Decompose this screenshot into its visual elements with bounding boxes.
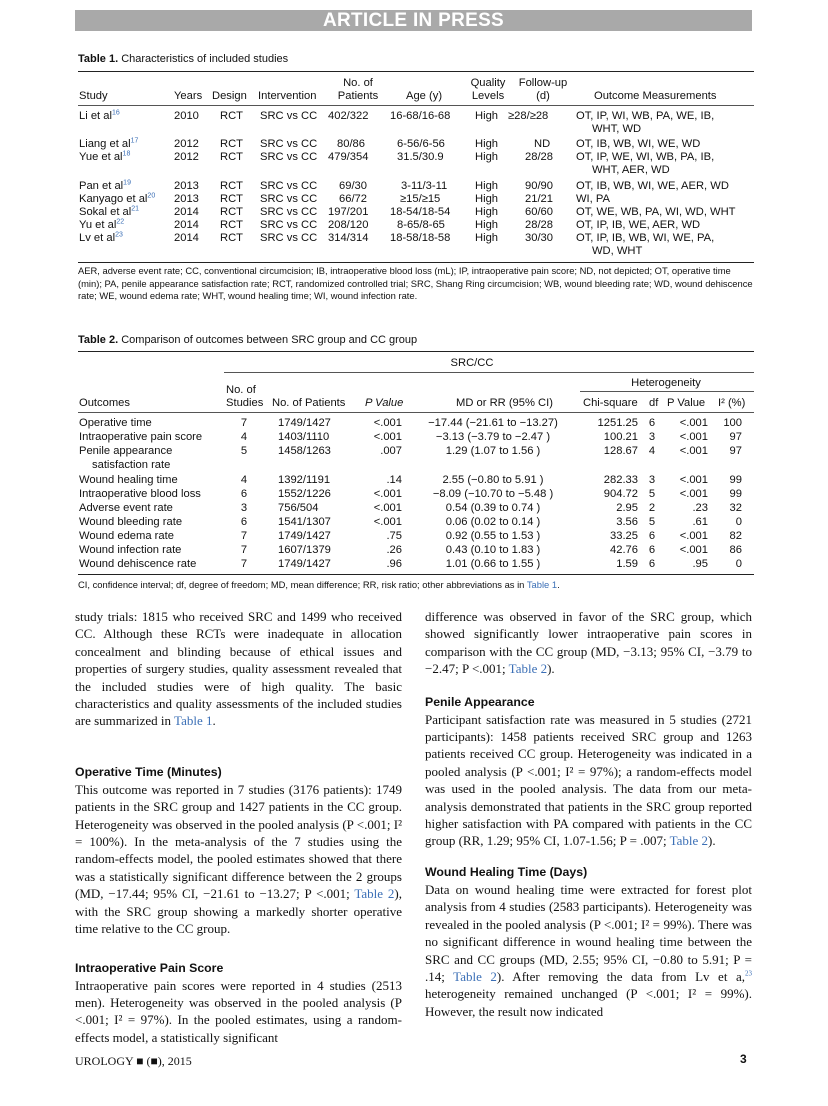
t2-md: 0.06 (0.02 to 0.14 ) xyxy=(445,516,541,528)
t1-head-years: Years xyxy=(174,90,203,102)
t1-patients: 66/72 xyxy=(339,193,367,205)
t2-md: −8.09 (−10.70 to −5.48 ) xyxy=(432,488,554,500)
t2-studies: 3 xyxy=(240,502,248,514)
table2-top-rule xyxy=(78,351,754,352)
heading-operative-time: Operative Time (Minutes) xyxy=(75,764,222,779)
t2-p: .96 xyxy=(386,558,402,570)
t2-head-hetp: P Value xyxy=(667,397,706,409)
t1-outcome: OT, IP, WI, WB, PA, WE, IB, xyxy=(576,110,715,122)
t1-outcome-cont: WD, WHT xyxy=(592,245,643,257)
t1-quality: High xyxy=(475,180,499,192)
t2-hp: <.001 xyxy=(679,417,708,429)
table1-top-rule xyxy=(78,71,754,72)
t1-age: 18-58/18-58 xyxy=(390,232,451,244)
t2-group-header: SRC/CC xyxy=(450,357,494,369)
t2-chi: 904.72 xyxy=(603,488,638,500)
table2-bottom-rule xyxy=(78,574,754,575)
t2-hp: <.001 xyxy=(679,544,708,556)
t1-design: RCT xyxy=(220,232,243,244)
heading-wound-healing: Wound Healing Time (Days) xyxy=(425,864,588,879)
t1-patients: 69/30 xyxy=(339,180,367,192)
t1-intervention: SRC vs CC xyxy=(260,110,318,122)
t2-patients: 1541/1307 xyxy=(278,516,331,528)
right-column xyxy=(425,608,752,1020)
t2-md: 0.54 (0.39 to 0.74 ) xyxy=(445,502,541,514)
t2-head-outcomes: Outcomes xyxy=(79,397,130,409)
table1-link[interactable]: Table 1 xyxy=(174,713,213,729)
t1-followup: 21/21 xyxy=(525,193,553,205)
t2-p: .75 xyxy=(386,530,402,542)
left-paragraph-2: This outcome was reported in 7 studies (3176 patients): 1749 patients in the SRC group and 1427 patients in the CC group. Heterogeneity was observed in the pooled analysis (P <.001; I² = 100%). In the meta-analysis of the 7 studies using the random-effects model, the pooled estimates showed that there was a statistically significant difference between the 2 groups (MD, −17.44; 95% CI, −21.61 to −13.27; P <.001; Table 2), with the SRC group showing a markedly shorter operative time relative to the CC group. xyxy=(75,781,402,937)
t1-intervention: SRC vs CC xyxy=(260,180,318,192)
t2-head-chi: Chi-square xyxy=(583,397,638,409)
t2-p: <.001 xyxy=(373,417,402,429)
t1-followup: 60/60 xyxy=(525,206,553,218)
reference-link[interactable]: 23 xyxy=(745,969,752,978)
t2-patients: 1458/1263 xyxy=(278,445,331,457)
t1-intervention: SRC vs CC xyxy=(260,219,318,231)
t2-p: .007 xyxy=(380,445,402,457)
t1-intervention: SRC vs CC xyxy=(260,138,318,150)
t1-outcome: OT, IB, WB, WI, WE, AER, WD xyxy=(576,180,729,192)
t1-outcome: OT, IP, WE, WI, WB, PA, IB, xyxy=(576,151,715,163)
t2-patients: 1607/1379 xyxy=(278,544,331,556)
t2-outcome: Wound healing time xyxy=(79,474,178,486)
t1-design: RCT xyxy=(220,206,243,218)
t1-design: RCT xyxy=(220,151,243,163)
t2-patients: 1392/1191 xyxy=(278,474,331,486)
t1-followup: 28/28 xyxy=(525,151,553,163)
t1-intervention: SRC vs CC xyxy=(260,151,318,163)
t1-quality: High xyxy=(475,232,499,244)
t2-df: 3 xyxy=(648,474,656,486)
t2-hp: .95 xyxy=(692,558,708,570)
t1-year: 2012 xyxy=(174,138,199,150)
t2-hp: <.001 xyxy=(679,445,708,457)
t1-year: 2014 xyxy=(174,219,199,231)
t2-md: −17.44 (−21.61 to −13.27) xyxy=(428,417,558,429)
table2-header-rule xyxy=(78,412,754,413)
article-in-press-banner: ARTICLE IN PRESS xyxy=(75,10,752,31)
t2-p: <.001 xyxy=(373,502,402,514)
t2-df: 4 xyxy=(648,445,656,457)
t2-df: 6 xyxy=(648,544,656,556)
t1-patients: 208/120 xyxy=(328,219,369,231)
t2-df: 2 xyxy=(648,502,656,514)
t2-studies: 4 xyxy=(240,474,248,486)
t2-p: <.001 xyxy=(373,488,402,500)
t1-age: 16-68/16-68 xyxy=(390,110,451,122)
t2-df: 3 xyxy=(648,431,656,443)
table2-link[interactable]: Table 2 xyxy=(354,886,395,902)
t2-md: 1.01 (0.66 to 1.55 ) xyxy=(445,558,541,570)
t2-outcome: Intraoperative blood loss xyxy=(79,488,201,500)
t2-patients: 756/504 xyxy=(278,502,319,514)
t1-study: Sokal et $al^{21}$ xyxy=(79,205,140,218)
t1-outcome: OT, IP, IB, WB, WI, WE, PA, xyxy=(576,232,715,244)
t2-outcome: Penile appearance xyxy=(79,445,173,457)
t2-i2: 100 xyxy=(723,417,742,429)
t2-chi: 33.25 xyxy=(610,530,638,542)
t1-followup: 90/90 xyxy=(525,180,553,192)
t2-md: 0.92 (0.55 to 1.53 ) xyxy=(445,530,541,542)
t2-i2: 99 xyxy=(729,488,742,500)
t2-df: 6 xyxy=(648,417,656,429)
t1-outcome: OT, IP, IB, WE, AER, WD xyxy=(576,219,701,231)
t1-age: 6-56/6-56 xyxy=(397,138,445,150)
t2-head-md: MD or RR (95% CI) xyxy=(456,397,553,409)
t2-head-pvalue: P Value xyxy=(365,397,404,409)
t1-age: 31.5/30.9 xyxy=(397,151,444,163)
t2-df: 5 xyxy=(648,488,656,500)
t1-outcome-cont: WHT, AER, WD xyxy=(592,164,670,176)
t1-study: Kanyago et $al^{20}$ xyxy=(79,192,156,205)
t2-hp: .61 xyxy=(692,516,708,528)
left-column xyxy=(75,608,402,1046)
t2-i2: 99 xyxy=(729,474,742,486)
t2-outcome: Wound dehiscence rate xyxy=(79,558,197,570)
t1-head-intervention: Intervention xyxy=(258,90,317,102)
t2-studies: 4 xyxy=(240,431,248,443)
t1-quality: High xyxy=(475,206,499,218)
table2-footnote: CI, confidence interval; df, degree of freedom; MD, mean difference; RR, risk ratio; other abbreviations as in Table 1. xyxy=(78,579,560,590)
t2-patients: 1749/1427 xyxy=(278,530,331,542)
t1-design: RCT xyxy=(220,110,243,122)
t1-year: 2013 xyxy=(174,193,199,205)
t1-head-study: Study xyxy=(79,90,108,102)
table1-bottom-rule xyxy=(78,262,754,263)
t2-i2: 86 xyxy=(729,544,742,556)
right-paragraph-1: difference was observed in favor of the SRC group, which showed significantly lower intraoperative pain scores in comparison with the CC group (MD, −3.13; 95% CI, −3.79 to −2.47; P <.001; Table 2). xyxy=(425,609,752,677)
t1-patients: 197/201 xyxy=(328,206,369,218)
t1-head-patients: No. of Patients xyxy=(337,77,379,102)
t1-followup: 28/28 xyxy=(525,219,553,231)
t1-followup: ND xyxy=(534,138,551,150)
t2-patients: 1749/1427 xyxy=(278,417,331,429)
t1-age: 8-65/8-65 xyxy=(397,219,445,231)
table2-link[interactable]: Table 2 xyxy=(453,968,497,984)
t2-outcome: Intraoperative pain score xyxy=(79,431,203,443)
t2-chi: 282.33 xyxy=(603,474,638,486)
t1-design: RCT xyxy=(220,180,243,192)
t1-design: RCT xyxy=(220,219,243,231)
t1-patients: 314/314 xyxy=(328,232,369,244)
t1-quality: High xyxy=(475,219,499,231)
t2-md: −3.13 (−3.79 to −2.47 ) xyxy=(435,431,551,443)
t1-quality: High xyxy=(475,110,499,122)
t1-head-age: Age (y) xyxy=(406,90,443,102)
t2-outcome-cont: satisfaction rate xyxy=(92,459,171,471)
t2-hp: .23 xyxy=(692,502,708,514)
t1-outcome: WI, PA xyxy=(576,193,610,205)
t2-head-df: df xyxy=(649,397,659,409)
t1-head-followup: Follow-up (d) xyxy=(518,77,568,102)
page-number: 3 xyxy=(740,1052,747,1066)
t2-i2: 32 xyxy=(729,502,742,514)
t1-study: Li et $al^{16}$ xyxy=(79,109,120,122)
t1-outcome: OT, WE, WB, PA, WI, WD, WHT xyxy=(576,206,736,218)
t2-md: 1.29 (1.07 to 1.56 ) xyxy=(445,445,541,457)
t2-het-rule xyxy=(580,391,754,392)
t1-study: Pan et $al^{19}$ xyxy=(79,179,131,192)
heading-penile-appearance: Penile Appearance xyxy=(425,694,535,709)
right-paragraph-3: Data on wound healing time were extracted for forest plot analysis from 4 studies (2583 participants). Heterogeneity was revealed in the pooled analysis (P <.001; I² = 99%). There was no significant difference in wound healing time between the SRC and CC groups (MD, 2.55; 95% CI, −0.80 to 5.91; P = .14; Table 2). After removing the data from Lv et a,$^{23}$ heterogeneity remained unchanged (P <.001; I² = 99%). However, the result now indicated xyxy=(425,881,752,1019)
t1-age: ≥15/≥15 xyxy=(400,193,441,205)
t2-studies: 7 xyxy=(240,530,248,542)
t2-head-studies: No. of Studies xyxy=(226,384,264,409)
t1-study: Yue et $al^{18}$ xyxy=(79,150,131,163)
t2-chi: 128.67 xyxy=(603,445,638,457)
t2-studies: 6 xyxy=(240,516,248,528)
t2-i2: 97 xyxy=(729,445,742,457)
heading-pain-score: Intraoperative Pain Score xyxy=(75,960,224,975)
t2-hp: <.001 xyxy=(679,431,708,443)
t1-age: 3-11/3-11 xyxy=(401,180,448,192)
journal-footer: UROLOGY ■ (■), 2015 xyxy=(75,1054,192,1068)
t2-patients: 1749/1427 xyxy=(278,558,331,570)
t2-df: 5 xyxy=(648,516,656,528)
t2-patients: 1403/1110 xyxy=(278,431,330,443)
t1-head-quality: Quality Levels xyxy=(470,77,506,102)
t2-outcome: Wound bleeding rate xyxy=(79,516,183,528)
t1-patients: 402/322 xyxy=(328,110,369,122)
t2-chi: 1251.25 xyxy=(597,417,638,429)
t2-p: <.001 xyxy=(373,516,402,528)
table2-link[interactable]: Table 2 xyxy=(508,661,548,677)
t2-chi: 42.76 xyxy=(610,544,638,556)
t1-quality: High xyxy=(475,138,499,150)
t2-outcome: Adverse event rate xyxy=(79,502,173,514)
t1-patients: 479/354 xyxy=(328,151,369,163)
table2-caption: Table 2. Comparison of outcomes between SRC group and CC group xyxy=(78,334,418,346)
t2-md: 2.55 (−0.80 to 5.91 ) xyxy=(442,474,544,486)
t1-study: Yu et $al^{22}$ xyxy=(79,218,125,231)
t2-outcome: Wound infection rate xyxy=(79,544,182,556)
t1-year: 2013 xyxy=(174,180,199,192)
t1-year: 2010 xyxy=(174,110,199,122)
t2-head-i2: I² (%) xyxy=(718,397,746,409)
t2-studies: 5 xyxy=(240,445,248,457)
right-paragraph-2: Participant satisfaction rate was measured in 5 studies (2721 participants): 1458 patients received SRC group and 1263 patients received CC group. Heterogeneity was indicated in a pooled analysis (P <.001; I² = 97%); a random-effects model was used in the pooled analysis. The data from our meta-analysis demonstrated that patients in the SRC group reported higher satisfaction with PA compared with patients in the CC group (RR, 1.29; 95% CI, 1.07-1.56; P = .007; Table 2). xyxy=(425,711,752,849)
t2-p: <.001 xyxy=(373,431,402,443)
t2-df: 6 xyxy=(648,558,656,570)
table1-header-rule xyxy=(78,105,754,106)
t2-studies: 7 xyxy=(240,558,248,570)
t2-group-rule xyxy=(224,372,754,373)
t2-chi: 100.21 xyxy=(603,431,638,443)
t1-head-design: Design xyxy=(212,90,247,102)
t2-i2: 82 xyxy=(729,530,742,542)
t2-chi: 2.95 xyxy=(616,502,638,514)
t2-i2: 97 xyxy=(729,431,742,443)
t2-het-header: Heterogeneity xyxy=(631,377,701,389)
table1-caption: Table 1. Characteristics of included studies xyxy=(78,53,289,65)
t2-hp: <.001 xyxy=(679,530,708,542)
t2-i2: 0 xyxy=(735,516,742,528)
t2-studies: 7 xyxy=(240,544,248,556)
table2-link[interactable]: Table 2 xyxy=(669,833,709,849)
t1-intervention: SRC vs CC xyxy=(260,193,318,205)
t1-design: RCT xyxy=(220,193,243,205)
t1-study: Liang et $al^{17}$ xyxy=(79,137,139,150)
t2-studies: 7 xyxy=(240,417,248,429)
t1-quality: High xyxy=(475,193,499,205)
t1-followup: 30/30 xyxy=(525,232,553,244)
table1-link[interactable]: Table 1 xyxy=(526,579,558,590)
t1-followup: ≥28/≥28 xyxy=(508,110,549,122)
t2-chi: 1.59 xyxy=(616,558,638,570)
t2-outcome: Wound edema rate xyxy=(79,530,174,542)
table1-footnote: AER, adverse event rate; CC, conventional circumcision; IB, intraoperative blood loss (mL); IP, intraoperative pain score; ND, not depicted; OT, operative time (min); PA, penile appearance satisfaction rate; RCT, randomized controlled trial; SRC, Shang Ring circumcision; WB, wound bleeding rate; WD, wound dehiscence rate; WE, wound edema rate; WHT, wound healing time; WI, wound infection rate. xyxy=(78,265,753,301)
t1-design: RCT xyxy=(220,138,243,150)
t2-i2: 0 xyxy=(735,558,742,570)
t1-year: 2012 xyxy=(174,151,199,163)
left-paragraph-3: Intraoperative pain scores were reported in 4 studies (2513 men). Heterogeneity was observed in the pooled analysis (P <.001; I² = 97%). In the pooled estimates, using a random-effects model, a statistically significant xyxy=(75,977,402,1045)
t2-outcome: Operative time xyxy=(79,417,152,429)
t2-hp: <.001 xyxy=(679,488,708,500)
t1-patients: 80/86 xyxy=(337,138,365,150)
t1-head-outcome: Outcome Measurements xyxy=(594,90,717,102)
t1-outcome-cont: WHT, WD xyxy=(592,123,642,135)
t1-outcome: OT, IB, WB, WI, WE, WD xyxy=(576,138,701,150)
t1-study: Lv et $al^{23}$ xyxy=(79,231,123,244)
t2-md: 0.43 (0.10 to 1.83 ) xyxy=(445,544,541,556)
t2-p: .26 xyxy=(386,544,402,556)
t1-quality: High xyxy=(475,151,499,163)
t1-age: 18-54/18-54 xyxy=(390,206,451,218)
t2-p: .14 xyxy=(386,474,402,486)
t2-df: 6 xyxy=(648,530,656,542)
t2-patients: 1552/1226 xyxy=(278,488,331,500)
left-paragraph-1: study trials: 1815 who received SRC and 1499 who received CC. Although these RCTs were inadequate in allocation concealment and blinding because of ethical issues and properties of surgery studies, quality assessment revealed that the included studies were of high quality. The basic characteristics and quality assessments of the included studies are summarized in Table 1. xyxy=(75,609,402,729)
t2-hp: <.001 xyxy=(679,474,708,486)
t1-year: 2014 xyxy=(174,232,199,244)
t2-studies: 6 xyxy=(240,488,248,500)
t1-year: 2014 xyxy=(174,206,199,218)
t2-head-patients: No. of Patients xyxy=(272,397,346,409)
t2-chi: 3.56 xyxy=(616,516,638,528)
t1-intervention: SRC vs CC xyxy=(260,232,318,244)
t1-intervention: SRC vs CC xyxy=(260,206,318,218)
